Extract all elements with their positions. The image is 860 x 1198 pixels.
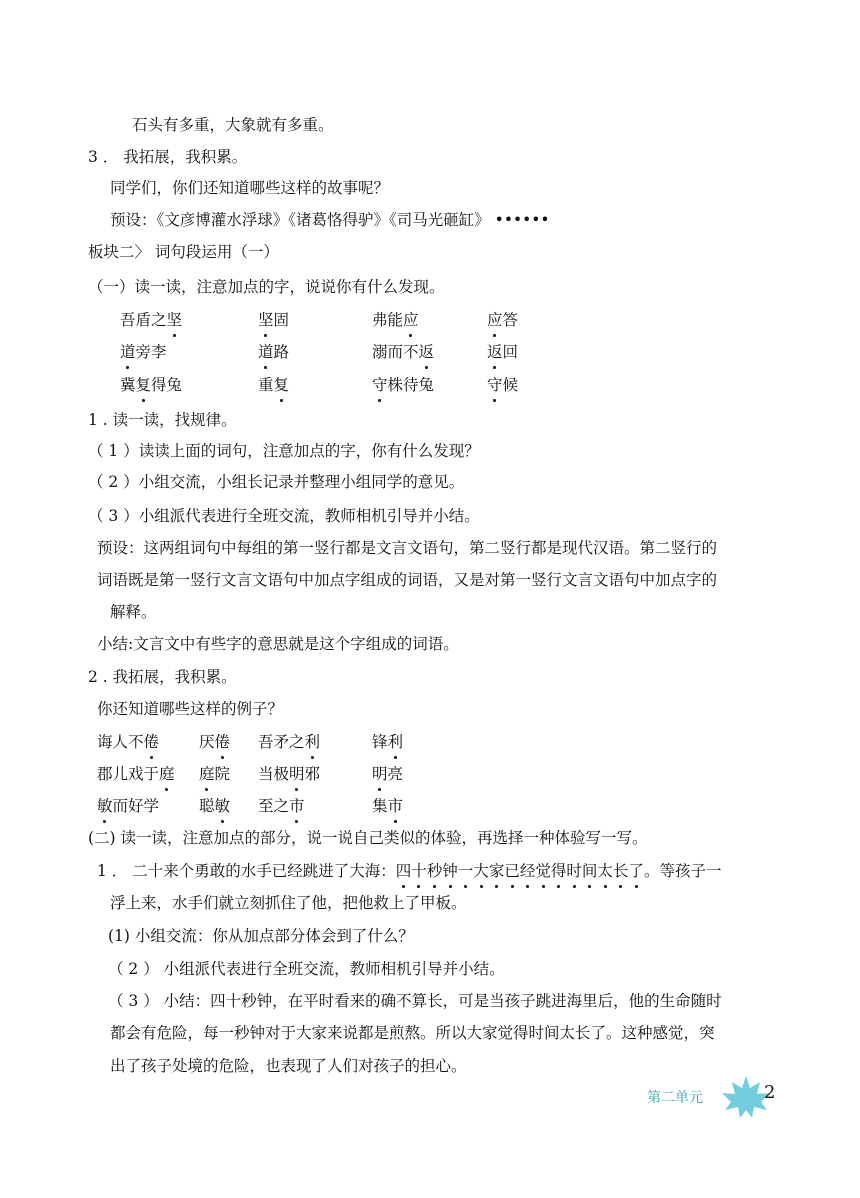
word-cell: 弗能应 bbox=[372, 311, 419, 329]
text-line: 预设：《文彦博灌水浮球》《诸葛恪得驴》《司马光砸缸》 •••••• bbox=[110, 211, 550, 229]
word-cell: 吾盾之坚 bbox=[120, 311, 183, 329]
text-line: 1 ． 二十来个勇敢的水手已经跳进了大海：四十秒钟一大家已经觉得时间太长了。等孩子一 bbox=[97, 862, 722, 880]
word-cell: 锋利 bbox=[372, 733, 404, 751]
unit-label: 第二单元 bbox=[647, 1090, 703, 1106]
section-heading: 2 . 我拓展，我积累。 bbox=[88, 668, 237, 686]
text-line: 词语既是第一竖行文言文语句中加点字组成的词语，又是对第一竖行文言文语句中加点字的 bbox=[97, 571, 718, 589]
word-cell: 守候 bbox=[487, 376, 519, 394]
section-heading: 板块二〉 词句段运用（一） bbox=[88, 243, 279, 261]
word-cell: 道旁李 bbox=[120, 343, 167, 361]
word-cell: 诲人不倦 bbox=[97, 733, 160, 751]
word-cell: 应答 bbox=[487, 311, 519, 329]
section-heading: 3 ． 我拓展，我积累。 bbox=[88, 148, 248, 166]
page-number: 2 bbox=[764, 1082, 776, 1103]
word-cell: 坚固 bbox=[258, 311, 290, 329]
word-cell: 至之市 bbox=[258, 797, 305, 815]
dotted-phrase: 四十秒钟一大家已经觉得时间太长了 bbox=[395, 862, 644, 880]
section-heading: 1 . 读一读，找规律。 bbox=[88, 411, 237, 429]
text-line: （ 3 ）小组派代表进行全班交流，教师相机引导并小结。 bbox=[88, 507, 480, 525]
word-cell: 吾矛之利 bbox=[258, 733, 321, 751]
word-cell: 冀复得兔 bbox=[120, 376, 183, 394]
word-cell: 明亮 bbox=[372, 765, 404, 783]
text-line: 预设：这两组词句中每组的第一竖行都是文言文语句，第二竖行都是现代汉语。第二竖行的 bbox=[97, 539, 718, 557]
word-cell: 厌倦 bbox=[199, 733, 231, 751]
text-line: 石头有多重，大象就有多重。 bbox=[132, 116, 334, 134]
text-line: （ 2 ） 小组派代表进行全班交流，教师相机引导并小结。 bbox=[108, 960, 505, 978]
text-line: 都会有危险，每一秒钟对于大家来说都是煎熬。所以大家觉得时间太长了。这种感觉，突 bbox=[110, 1024, 715, 1042]
word-cell: 集市 bbox=[372, 797, 404, 815]
text-line: （ 3 ） 小结：四十秒钟，在平时看来的确不算长，可是当孩子跳进海里后，他的生命随时 bbox=[108, 992, 722, 1010]
word-cell: 庭院 bbox=[199, 765, 231, 783]
word-cell: 守株待兔 bbox=[372, 376, 435, 394]
section-heading: (二) 读一读，注意加点的部分，说一说自己类似的体验，再选择一种体验写一写。 bbox=[88, 829, 648, 847]
text-line: 浮上来，水手们就立刻抓住了他，把他救上了甲板。 bbox=[110, 894, 467, 912]
word-cell: 当极明邪 bbox=[258, 765, 321, 783]
word-cell: 敏而好学 bbox=[97, 797, 160, 815]
section-heading: （一）读一读，注意加点的字，说说你有什么发现。 bbox=[88, 278, 445, 296]
text-line: （ 2 ）小组交流，小组长记录并整理小组同学的意见。 bbox=[88, 473, 465, 491]
word-cell: 聪敏 bbox=[199, 797, 231, 815]
word-cell: 溺而不返 bbox=[372, 343, 435, 361]
text-line: 你还知道哪些这样的例子？ bbox=[97, 700, 284, 718]
word-cell: 重复 bbox=[258, 376, 290, 394]
word-cell: 返回 bbox=[487, 343, 519, 361]
text-line: 出了孩子处境的危险，也表现了人们对孩子的担心。 bbox=[110, 1057, 467, 1075]
text-line: （ 1 ）读读上面的词句，注意加点的字，你有什么发现？ bbox=[88, 442, 480, 460]
text-line: 解释。 bbox=[110, 603, 157, 621]
word-cell: 道路 bbox=[258, 343, 290, 361]
word-cell: 郡儿戏于庭 bbox=[97, 765, 175, 783]
text-line: 同学们，你们还知道哪些这样的故事呢？ bbox=[110, 179, 390, 197]
text-line: 小结:文言文中有些字的意思就是这个字组成的词语。 bbox=[97, 635, 459, 653]
text-line: (1) 小组交流：你从加点部分体会到了什么？ bbox=[108, 927, 414, 945]
